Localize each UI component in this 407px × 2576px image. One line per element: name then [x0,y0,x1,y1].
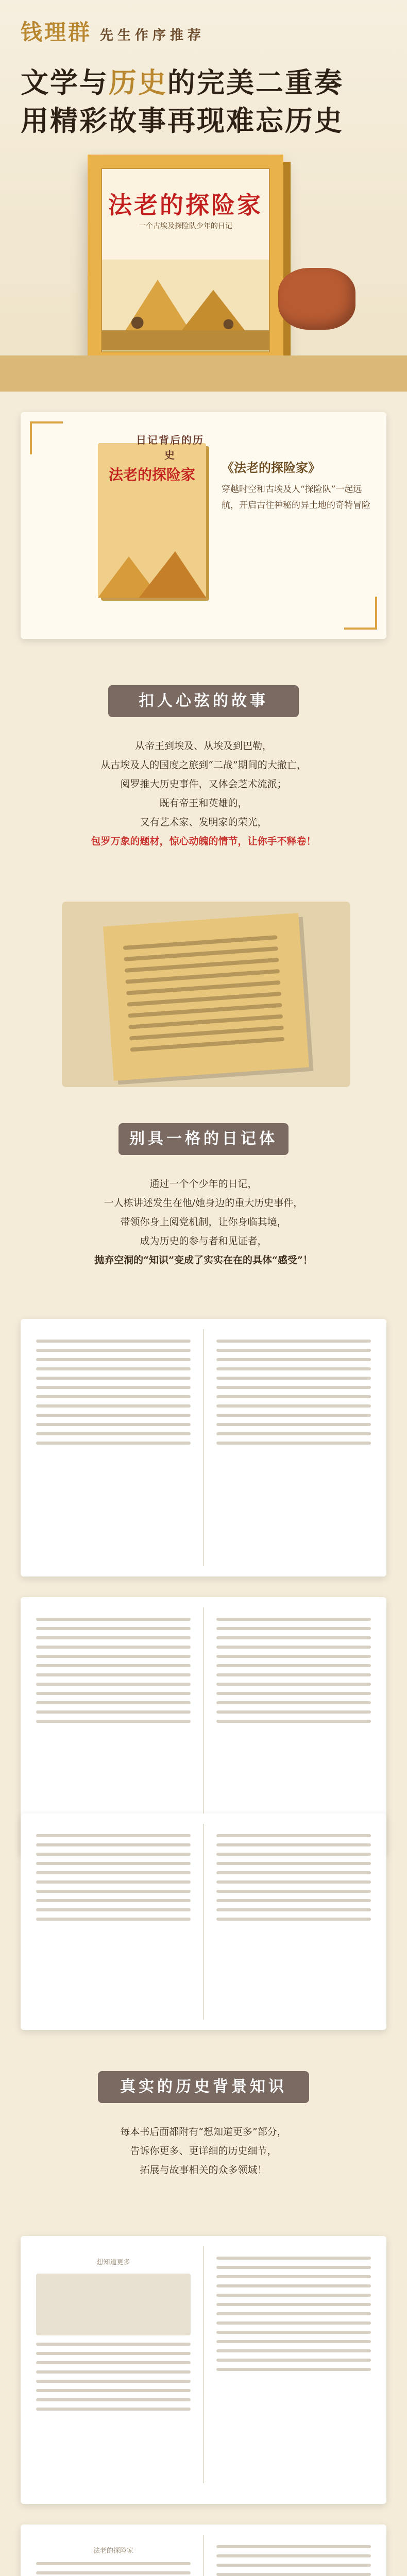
book-inner-cover [101,168,270,352]
headline-part: 的完美二重奏 [167,66,344,99]
recommendation-text: 先生作序推荐 [99,28,205,43]
story-section [0,659,407,1103]
page-right [216,1340,371,1451]
history-line: 每本书后面都附有“想知道更多”部分， [120,2126,287,2138]
badge-text: 日记背后的历史 [136,434,204,461]
story-ribbon-title: 扣人心弦的故事 [108,685,299,717]
story-line: 阅罗推大历史事件，又体会芝术流派； [120,778,287,790]
desert-illustration [102,259,269,351]
illustration-block [36,2274,191,2335]
diary-line: 通过一个个少年的日记， [149,1178,258,1190]
story-body [72,737,335,851]
hills-illustration [98,536,206,598]
history-page-spread [21,2524,386,2576]
frame-corner-icon [344,597,377,630]
diary-section [0,1103,407,2050]
hero-section [0,0,407,392]
page-heading: 法老的探险家 [93,2547,133,2555]
page-left [36,1340,191,1451]
diary-page-spread [21,1319,386,1577]
story-line: 从古埃及人的国度之旅到“二战”期间的大撤亡， [100,759,307,771]
history-body [67,2123,340,2180]
frame-corner-icon [30,421,63,454]
intro-description: 穿越时空和古埃及人“探险队”一起远航，开启古往神秘的异土地的奇特冒险 [222,484,370,511]
page-left [36,2545,191,2576]
story-line: 既有帝王和英雄的， [159,798,248,809]
diary-line-emphasis: 抛弃空洞的“知识”变成了实实在在的具体“感受”！ [94,1255,313,1266]
story-line-emphasis: 包罗万象的题材，惊心动魄的情节，让你手不释卷！ [91,836,316,848]
page-left [36,2257,191,2417]
ground-decoration [0,355,407,392]
book-subtitle: 一个古埃及探险队少年的日记 [139,222,232,230]
book-face [88,155,283,366]
page-spine [203,1824,204,2020]
page-heading: 想知道更多 [96,2259,130,2266]
page-spine [203,2535,204,2576]
intro-card-title: 法老的探险家 [108,466,195,483]
headline-line-2: 用精彩故事再现难忘历史 [21,104,344,137]
history-page-spread [21,2236,386,2504]
page-right [216,2545,371,2576]
recommender-name: 钱理群 [21,20,92,45]
diary-line: 一人栋讲述发生在他/她身边的重大历史事件， [104,1197,303,1209]
diary-line: 带领你身上阅党机制，让你身临其境， [120,1216,287,1228]
recommendation-line [21,15,205,46]
page-left [36,1834,191,1927]
diary-page-spread [21,1814,386,2030]
headline-part: 文学与 [21,66,109,99]
story-line: 从帝王到埃及、从埃及到巴勒， [134,740,272,752]
intro-book-title: 《法老的探险家》 [222,460,320,475]
page-right [216,1618,371,1729]
page-right [216,1834,371,1927]
book-title: 法老的探险家 [108,191,263,219]
page-left [36,1618,191,1729]
paper-illustration [103,913,309,1081]
page-spine [203,1607,204,1844]
page-spine [203,2246,204,2483]
headline-line-1 [21,61,344,100]
paper-lines [123,935,285,1059]
book-cover-3d [88,155,309,371]
diary-badge [134,428,206,469]
history-line: 拓展与故事相关的众多领域！ [140,2164,267,2176]
headline-highlight: 历史 [109,66,167,99]
page-right [216,2257,371,2377]
cushion-decoration [278,268,355,330]
story-line: 又有艺术家、发明家的荣光， [140,817,267,828]
diary-line: 成为历史的参与者和见证者， [140,1235,267,1247]
intro-section [0,392,407,659]
diary-ribbon-title: 别具一格的日记体 [118,1123,289,1155]
diary-body [57,1175,350,1270]
history-section [0,2050,407,2576]
history-line: 告诉你更多、更详细的历史细节， [130,2145,277,2157]
history-ribbon-title: 真实的历史背景知识 [98,2071,309,2103]
intro-frame [21,412,386,639]
page-spine [203,1329,204,1566]
